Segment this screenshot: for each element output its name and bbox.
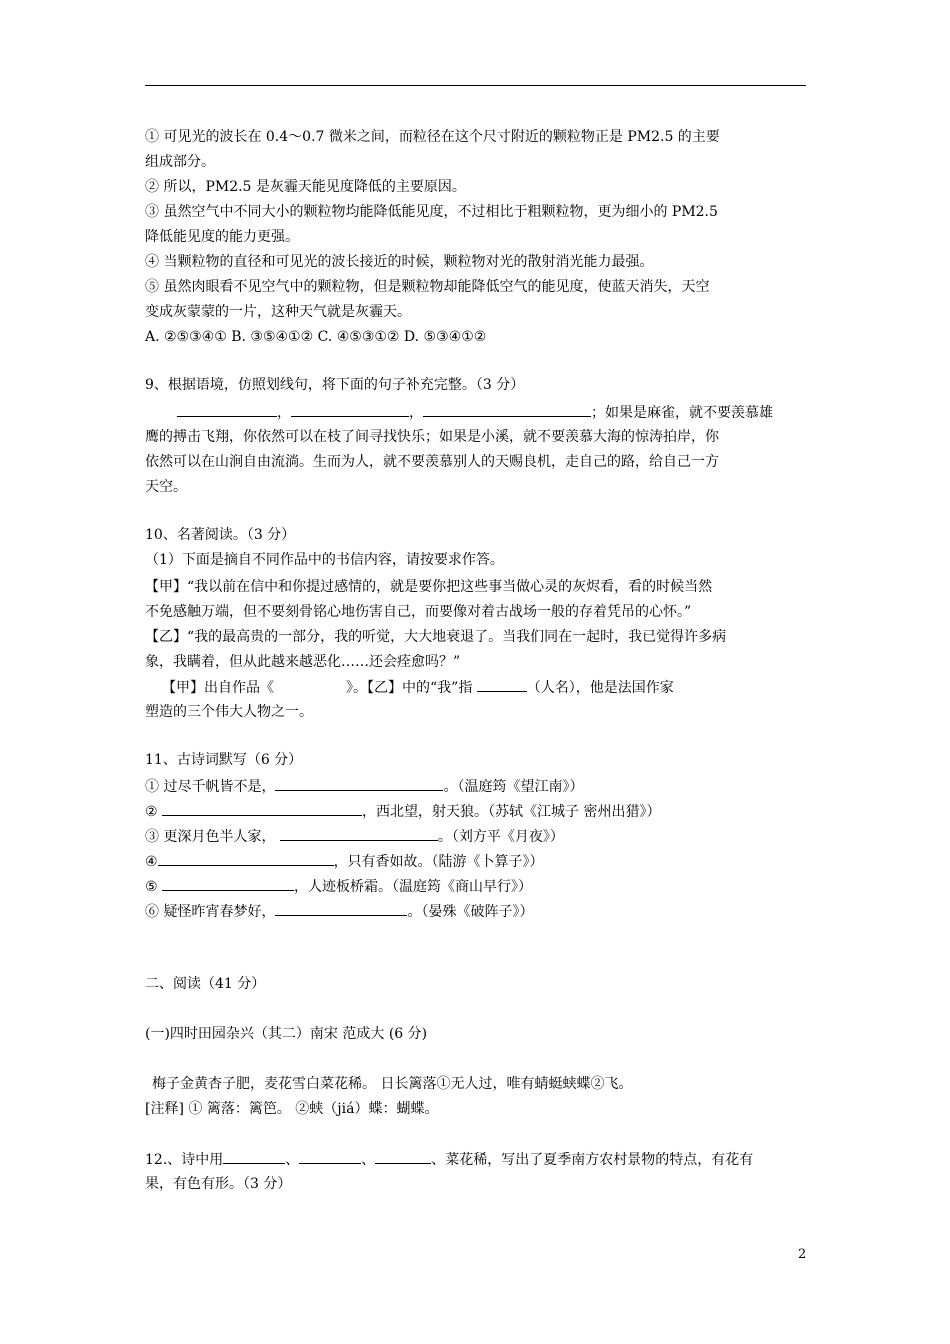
answer-blank[interactable]: [423, 402, 591, 417]
q11-line-6: ⑥ 疑怪昨宵春梦好， 。（晏殊《破阵子》）: [145, 901, 533, 922]
poem-notes: [注释] ① 篱落：篱笆。 ②蛱（jiá）蝶：蝴蝶。: [145, 1101, 439, 1117]
q10-question-cont: 塑造的三个伟大人物之一。: [145, 704, 313, 720]
q9-line-3: 依然可以在山涧自由流淌。生而为人，就不要羡慕别人的天赐良机，走自己的路，给自己一方: [145, 454, 719, 470]
q10-letter-jia-cont: 不免感触万端，但不要刻骨铭心地伤害自己，而要像对着古战场一般的存着凭吊的心怀。”: [145, 604, 692, 620]
q8-options: A. ②⑤③④① B. ③⑤④①② C. ④⑤③①② D. ⑤③④①②: [145, 329, 487, 345]
answer-blank[interactable]: [162, 801, 362, 816]
q8-sentence-2: ② 所以，PM2.5 是灰霾天能见度降低的主要原因。: [145, 179, 466, 195]
section-title-reading: 二、阅读（41 分）: [145, 976, 266, 992]
q8-sentence-1-cont: 组成部分。: [145, 154, 215, 170]
q9-line-2: 鹰的搏击飞翔，你依然可以在枝了间寻找快乐；如果是小溪，就不要羡慕大海的惊涛拍岸，你: [145, 429, 719, 445]
q10-letter-jia: 【甲】“我以前在信中和你提过感情的，就是要你把这些事当做心灵的灰烬看，看的时候当然: [145, 579, 713, 595]
poem-text: 梅子金黄杏子肥，麦花雪白菜花稀。 日长篱落①无人过，唯有蜻蜓蛱蝶②飞。: [152, 1076, 633, 1092]
q9-title: 9、根据语境，仿照划线句，将下面的句子补充完整。（3 分）: [145, 377, 525, 393]
answer-blank[interactable]: [375, 1149, 431, 1164]
answer-blank[interactable]: [158, 851, 334, 866]
q11-title: 11、古诗词默写（6 分）: [145, 752, 303, 768]
q8-sentence-3: ③ 虽然空气中不同大小的颗粒物均能降低能见度，不过相比于粗颗粒物，更为细小的 PM2.5: [145, 204, 718, 220]
answer-blank[interactable]: [177, 402, 277, 417]
q10-title: 10、名著阅读。（3 分）: [145, 527, 296, 543]
q12-line-1: 12.、诗中用 、 、 、菜花稀，写出了夏季南方农村景物的特点，有花有: [145, 1149, 753, 1170]
q8-sentence-1: ① 可见光的波长在 0.4～0.7 微米之间，而粒径在这个尺寸附近的颗粒物正是 PM2.5 的主要: [145, 129, 720, 145]
header-rule: [145, 85, 806, 86]
q8-sentence-4: ④ 当颗粒物的直径和可见光的波长接近的时候，颗粒物对光的散射消光能力最强。: [145, 254, 654, 270]
q11-line-3: ③ 更深月色半人家， 。（刘方平《月夜》）: [145, 826, 564, 847]
answer-blank[interactable]: [162, 876, 294, 891]
q8-sentence-5-cont: 变成灰蒙蒙的一片，这种天气就是灰霾天。: [145, 304, 411, 320]
answer-blank[interactable]: [280, 826, 438, 841]
q12-line-2: 果，有色有形。（3 分）: [145, 1176, 292, 1192]
q9-line-1: ， ， ；如果是麻雀，就不要羡慕雄: [177, 402, 773, 423]
q10-subquestion: （1）下面是摘自不同作品中的书信内容，请按要求作答。: [145, 552, 504, 568]
poem-title: (一)四时田园杂兴（其二）南宋 范成大 (6 分): [145, 1026, 428, 1042]
answer-blank[interactable]: [299, 1149, 361, 1164]
q8-sentence-5: ⑤ 虽然肉眼看不见空气中的颗粒物，但是颗粒物却能降低空气的能见度，使蓝天消失，天空: [145, 279, 710, 295]
answer-blank[interactable]: [291, 402, 409, 417]
q8-sentence-3-cont: 降低能见度的能力更强。: [145, 229, 299, 245]
q11-line-4: ④ ，只有香如故。（陆游《卜算子》）: [145, 851, 544, 872]
answer-blank[interactable]: [275, 776, 443, 791]
q11-line-5: ⑤ ，人迹板桥霜。（温庭筠《商山早行》）: [145, 876, 532, 897]
q9-line-4: 天空。: [145, 479, 187, 495]
answer-blank[interactable]: [223, 1149, 285, 1164]
answer-blank[interactable]: [275, 901, 407, 916]
q10-question: 【甲】出自作品《 》。【乙】中的“我”指 （人名），他是法国作家: [162, 677, 674, 698]
q11-line-2: ② ，西北望，射天狼。（苏轼《江城子 密州出猎》）: [145, 801, 660, 822]
answer-blank[interactable]: [477, 677, 527, 692]
q10-letter-yi: 【乙】“我的最高贵的一部分，我的听觉，大大地衰退了。当我们同在一起时，我已觉得许多病: [145, 629, 727, 645]
q10-letter-yi-cont: 象，我瞒着，但从此越来越恶化……还会痊愈吗？”: [145, 654, 461, 670]
q11-line-1: ① 过尽千帆皆不是， 。（温庭筠《望江南》）: [145, 776, 583, 797]
page-number: 2: [798, 1247, 807, 1262]
